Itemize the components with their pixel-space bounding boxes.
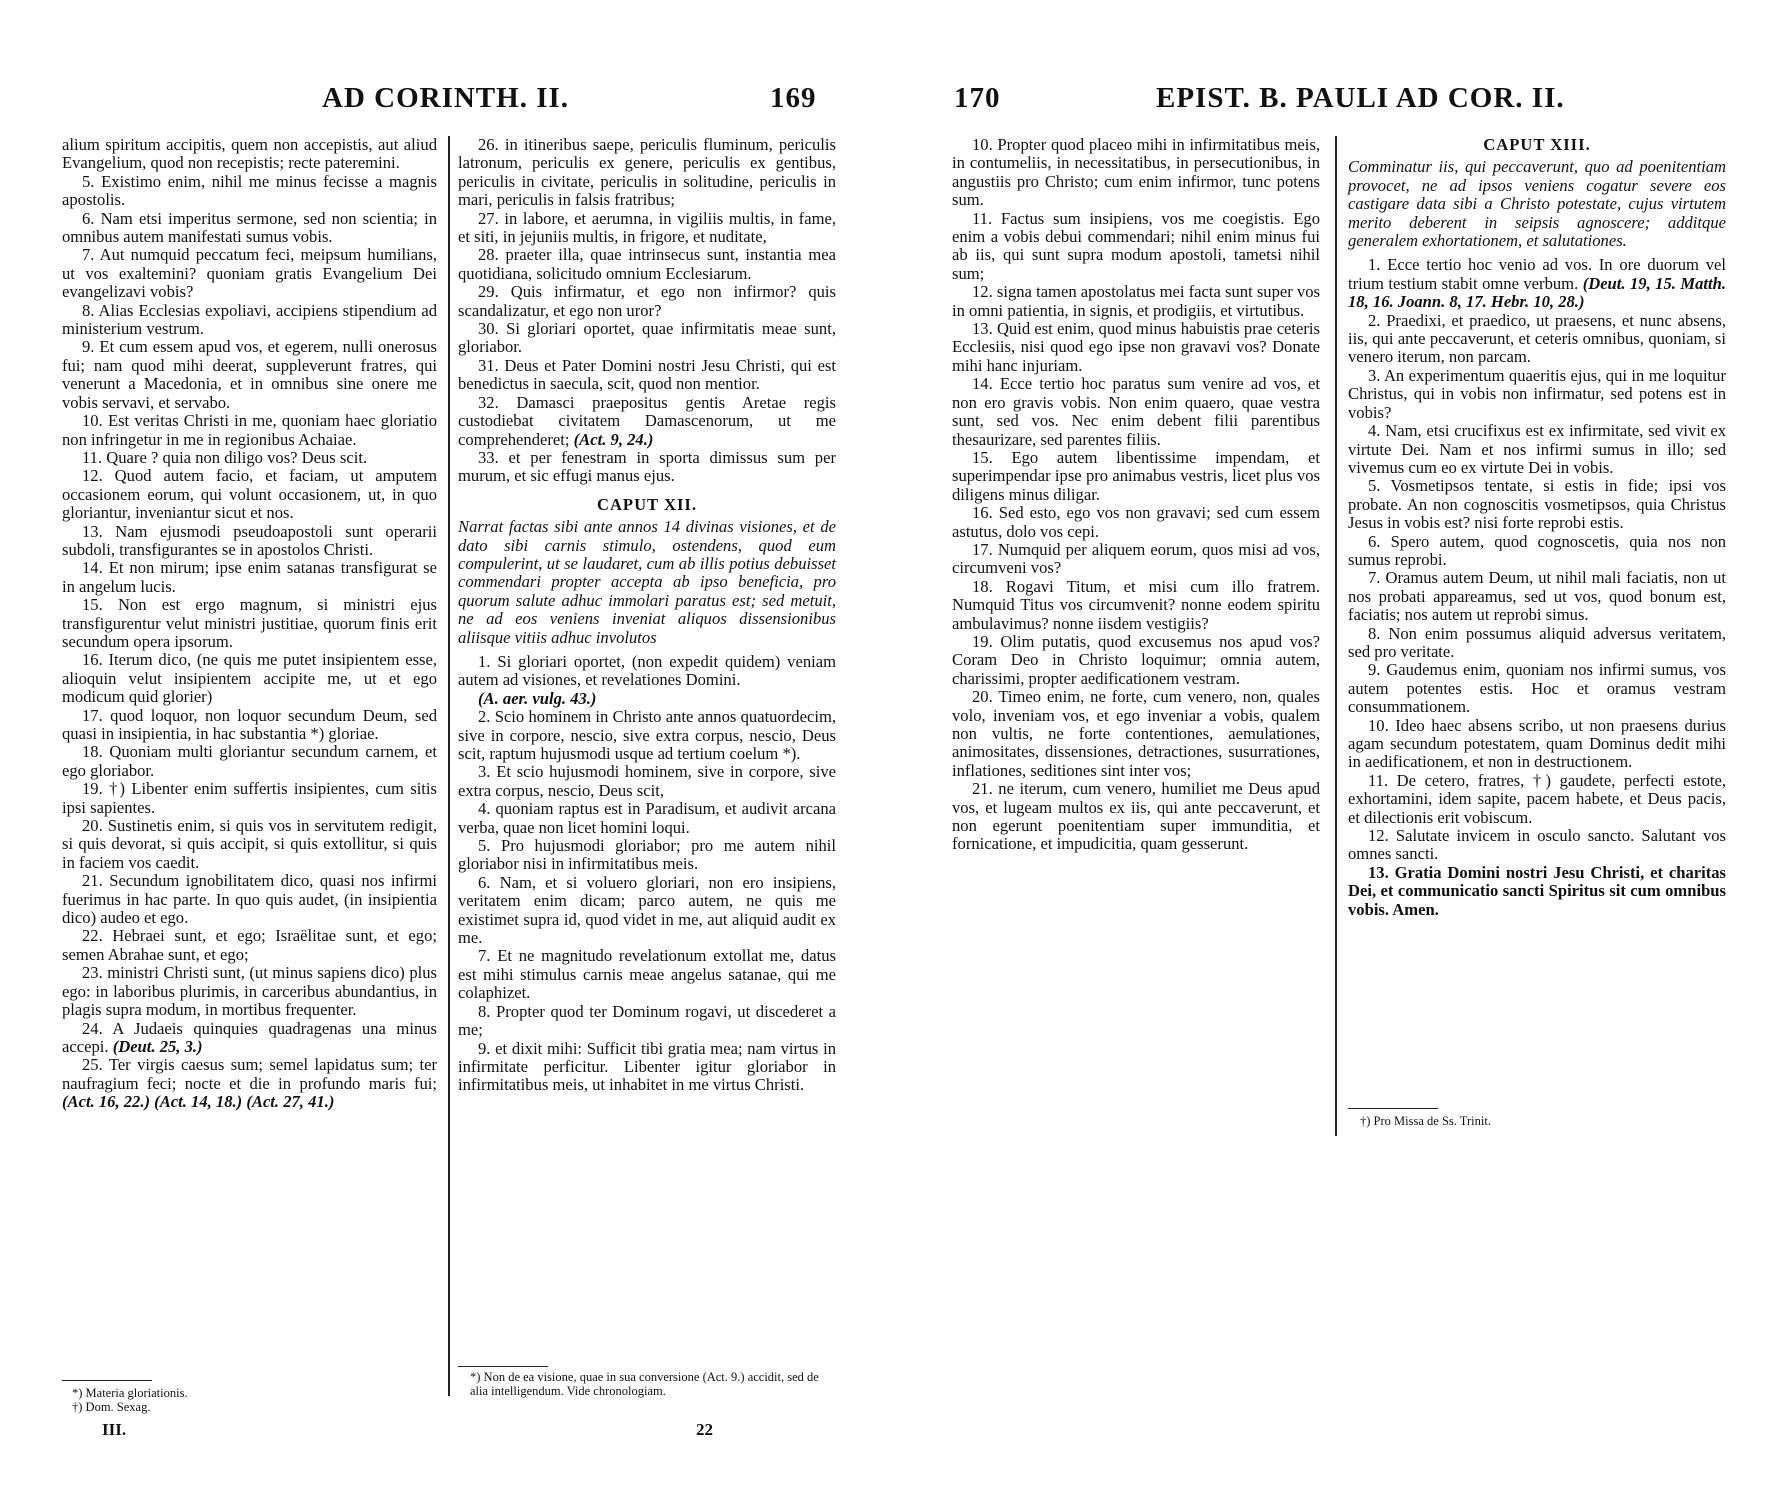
verse: [62, 1056, 437, 1111]
footnote: †) Dom. Sexag.: [72, 1400, 151, 1414]
right-running-head: EPIST. B. PAULI AD COR. II.: [1156, 82, 1565, 114]
scripture-reference: (Deut. 19, 15. Matth. 18, 16. Joann. 8, 17. Hebr. 10, 28.): [1348, 273, 1727, 312]
verse: 11. Factus sum insipiens, vos me coegistis. Ego enim a vobis debui commendari; nihil enim minus fui ab iis, qui sunt supra modum apostoli, tametsi nihil sum;: [952, 208, 1320, 283]
verse: [62, 1020, 437, 1057]
verse-text: 32. Damasci praepositus gentis Aretae regis custodiebat civitatem Damascenorum, ut me comprehenderet;: [458, 392, 836, 449]
verse: [1348, 256, 1726, 311]
verse: 3. An experimentum quaeritis ejus, qui in me loquitur Christus, qui in vobis non infirmatur, sed potens est in vobis?: [1348, 365, 1726, 422]
verse: alium spiritum accipitis, quem non accepistis, aut aliud Evangelium, quod non recepistis; recte pateremini.: [62, 135, 437, 173]
footnote-rule: [458, 1366, 548, 1367]
verse: 20. Sustinetis enim, si quis vos in servitutem redigit, si quis devorat, si quis accipit, si quis extollitur, si quis in faciem vos caedit.: [62, 816, 437, 872]
verse: 8. Propter quod ter Dominum rogavi, ut discederet a me;: [458, 1001, 836, 1040]
scripture-reference: (Deut. 25, 3.): [112, 1036, 203, 1056]
left-column-2: [458, 136, 836, 1095]
verse: 21. Secundum ignobilitatem dico, quasi nos infirmi fuerimus in hac parte. In quo quis audet, (in insipientia dico) audeo et ego.: [62, 871, 437, 928]
column-rule: [1335, 136, 1337, 1136]
verse: 31. Deus et Pater Domini nostri Jesu Christi, qui est benedictus in saecula, scit, quod non mentior.: [458, 355, 836, 394]
verse: 6. Nam etsi imperitus sermone, sed non scientia; in omnibus autem manifestati sumus vobis.: [62, 208, 437, 247]
left-running-head: AD CORINTH. II.: [322, 82, 570, 114]
footnote: †) Pro Missa de Ss. Trinit.: [1360, 1114, 1491, 1128]
scripture-reference: (Act. 16, 22.) (Act. 14, 18.) (Act. 27, 41.): [62, 1092, 335, 1112]
verse: 23. ministri Christi sunt, (ut minus sapiens dico) plus ego: in laboribus plurimis, in carceribus abundantius, in plagis supra modum, in mortibus frequenter.: [62, 963, 437, 1020]
verse: 2. Scio hominem in Christo ante annos quatuordecim, sive in corpore, nescio, sive extra corpus, nescio, Deus scit, raptum hujusmodi usque ad tertium coelum *).: [458, 707, 836, 763]
verse: 4. Nam, etsi crucifixus est ex infirmitate, sed vivit ex virtute Dei. Nam et nos infirmi sumus in illo; sed vivemus cum eo ex virtute Dei in vobis.: [1348, 421, 1726, 477]
verse: 11. De cetero, fratres, †) gaudete, perfecti estote, exhortamini, idem sapite, pacem habete, et Deus pacis, et dilectionis erit vobiscum.: [1348, 770, 1726, 827]
verse: 13. Quid est enim, quod minus habuistis prae ceteris Ecclesiis, nisi quod ego ipse non gravavi vos? Donate mihi hanc injuriam.: [952, 319, 1320, 375]
verse: 18. Quoniam multi gloriantur secundum carnem, et ego gloriabor.: [62, 742, 437, 780]
verse: 17. Numquid per aliquem eorum, quos misi ad vos, circumveni vos?: [952, 539, 1320, 578]
verse: 30. Si gloriari oportet, quae infirmitatis meae sunt, gloriabor.: [458, 319, 836, 357]
verse-text: 25. Ter virgis caesus sum; semel lapidatus sum; ter naufragium feci; nocte et die in profundo maris fui;: [62, 1055, 437, 1093]
right-column-2: [1348, 136, 1726, 919]
verse: 7. Aut numquid peccatum feci, meipsum humilians, ut vos exaltemini? quoniam gratis Evangelium Dei evangelizavi vobis?: [62, 245, 437, 302]
chapter-heading: CAPUT XII.: [596, 494, 698, 514]
verse: 2. Praedixi, et praedico, ut praesens, et nunc absens, iis, qui ante peccaverunt, et ceteris omnibus, quoniam, si venero iterum, non parcam.: [1348, 310, 1726, 367]
right-page-number: 170: [954, 82, 1001, 114]
verse: 1. Si gloriari oportet, (non expedit quidem) veniam autem ad visiones, et revelationes Domini.: [458, 651, 836, 690]
footnote-rule: [62, 1380, 152, 1381]
verse: 22. Hebraei sunt, et ego; Israëlitae sunt, et ego; semen Abrahae sunt, et ego;: [62, 926, 437, 964]
column-rule: [448, 136, 450, 1396]
verse: 21. ne iterum, cum venero, humiliet me Deus apud vos, et lugeam multos ex iis, qui ante peccaverunt, et non egerunt poenitentiam super immunditia, et fornicatione, et impudicitia, quam gesserunt.: [952, 779, 1320, 854]
verse: 14. Et non mirum; ipse enim satanas transfigurat se in angelum lucis.: [62, 558, 437, 596]
verse: 10. Propter quod placeo mihi in infirmitatibus meis, in contumeliis, in necessitatibus, in persecutionibus, in angustiis pro Christo; cum enim infirmor, tunc potens sum.: [952, 135, 1320, 210]
verse: 12. Salutate invicem in osculo sancto. Salutant vos omnes sancti.: [1348, 826, 1726, 864]
verse-text: 1. Ecce tertio hoc venio ad vos. In ore duorum vel trium testium stabit omne verbum.: [1348, 255, 1726, 293]
verse: 17. quod loquor, non loquor secundum Deum, sed quasi in insipientia, in hac substantia *) gloriae.: [62, 705, 437, 743]
chapter-summary: Comminatur iis, qui peccaverunt, quo ad poenitentiam provocet, ne ad ipsos veniens cogatur severe eos castigare data sibi a Christo potestate, cujus virtutem merito deberent in seipsis agnoscere; additque generalem exhortationem, et salutationes.: [1348, 157, 1726, 251]
verse: 9. et dixit mihi: Sufficit tibi gratia mea; nam virtus in infirmitate perficitur. Libenter igitur gloriabor in infirmitatibus meis, ut inhabitet in me virtus Christi.: [458, 1038, 836, 1095]
right-page: [920, 0, 1780, 1500]
verse: 19. †) Libenter enim suffertis insipientes, cum sitis ipsi sapientes.: [62, 779, 437, 817]
verse: 28. praeter illa, quae intrinsecus sunt, instantia mea quotidiana, solicitudo omnium Ecclesiarum.: [458, 245, 836, 283]
verse: [458, 394, 836, 449]
chapter-summary: Narrat factas sibi ante annos 14 divinas visiones, et de dato sibi carnis stimulo, ostendens, quod eum compulerint, ut se laudaret, cum ab illis potius debuisset commendari propter accepta ab ipso beneficia, pro quorum salute adhuc immolari paratus est; sed metuit, ne ad eos veniens inveniat aliquos dissensionibus aliisque vitiis adhuc involutos: [458, 517, 836, 647]
verse: 9. Et cum essem apud vos, et egerem, nulli onerosus fui; nam quod mihi deerat, suppleverunt fratres, qui venerunt a Macedonia, et in omnibus sine onere me vobis servavi, et servabo.: [62, 337, 437, 412]
verse: 9. Gaudemus enim, quoniam nos infirmi sumus, vos autem potentes estis. Hoc et oramus vestram consummationem.: [1348, 660, 1726, 717]
verse: 5. Existimo enim, nihil me minus fecisse a magnis apostolis.: [62, 171, 437, 210]
verse: 8. Non enim possumus aliquid adversus veritatem, sed pro veritate.: [1348, 623, 1726, 661]
verse: 11. Quare ? quia non diligo vos? Deus scit.: [82, 447, 368, 467]
verse: 15. Ego autem libentissime impendam, et superimpendar ipse pro animabus vestris, licet plus vos diligens minus diligar.: [952, 447, 1320, 504]
signature-number: 22: [696, 1420, 713, 1439]
left-page: [0, 0, 880, 1500]
scripture-reference: (Act. 9, 24.): [573, 429, 654, 449]
verse: 16. Iterum dico, (ne quis me putet insipientem esse, alioquin velut insipientem accipite me, ut et ego modicum quid glorier): [62, 650, 437, 707]
verse: 33. et per fenestram in sporta dimissus sum per murum, et sic effugi manus ejus.: [458, 447, 836, 486]
scripture-reference: (A. aer. vulg. 43.): [478, 688, 597, 708]
verse: 5. Pro hujusmodi gloriabor; pro me autem nihil gloriabor nisi in infirmitatibus meis.: [458, 836, 836, 874]
verse: 8. Alias Ecclesias expoliavi, accipiens stipendium ad ministerium vestrum.: [62, 300, 437, 339]
right-column-1: [952, 136, 1320, 854]
verse: 20. Timeo enim, ne forte, cum venero, non, quales volo, inveniam vos, et ego inveniar a vobis, qualem non vultis, ne forte contentiones, aemulationes, animositates, dissensiones, detractiones, susurrationes, inflationes, seditiones sint inter vos;: [952, 687, 1320, 780]
verse: 19. Olim putatis, quod excusemus nos apud vos? Coram Deo in Christo loquimur; omnia autem, charissimi, propter aedificationem vestram.: [952, 631, 1320, 688]
verse: 10. Ideo haec absens scribo, ut non praesens durius agam secundum potestatem, quam Dominus dedit mihi in aedificationem, et non in destructionem.: [1348, 715, 1726, 772]
verse: 4. quoniam raptus est in Paradisum, et audivit arcana verba, quae non licet homini loqui.: [458, 799, 836, 837]
verse: 7. Oramus autem Deum, ut nihil mali faciatis, non ut nos probati appareamus, sed ut vos, quod bonum est, faciatis; nos autem ut reprobi simus.: [1348, 568, 1726, 625]
verse-text: 24. A Judaeis quinquies quadragenas una minus accepi.: [62, 1018, 437, 1056]
verse: 27. in labore, et aerumna, in vigiliis multis, in fame, et siti, in jejuniis multis, in frigore, et nuditate,: [458, 208, 836, 247]
verse: 3. Et scio hujusmodi hominem, sive in corpore, sive extra corpus, nescio, Deus scit,: [458, 762, 836, 800]
left-page-number: 169: [770, 82, 817, 114]
left-footnotes: [72, 1386, 432, 1414]
verse: 26. in itineribus saepe, periculis fluminum, periculis latronum, periculis ex genere, periculis ex gentibus, periculis in civitate, periculis in solitudine, periculis in mari, periculis in falsis fratribus;: [458, 135, 836, 210]
verse: 13. Gratia Domini nostri Jesu Christi, et charitas Dei, et communicatio sancti Spiritus sit cum omnibus vobis. Amen.: [1348, 862, 1726, 919]
verse: 7. Et ne magnitudo revelationum extollat me, datus est mihi stimulus carnis meae angelus satanae, qui me colaphizet.: [458, 946, 836, 1003]
verse: 6. Spero autem, quod cognoscetis, quia nos non sumus reprobi.: [1348, 531, 1726, 569]
verse: 12. signa tamen apostolatus mei facta sunt super vos in omni patientia, in signis, et prodigiis, et virtutibus.: [952, 282, 1320, 320]
chapter-heading: CAPUT XIII.: [1483, 135, 1591, 154]
verse: 18. Rogavi Titum, et misi cum illo fratrem. Numquid Titus vos circumvenit? nonne eodem spiritu ambulavimus? nonne iisdem vestigiis?: [952, 576, 1320, 633]
verse: 5. Vosmetipsos tentate, si estis in fide; ipsi vos probate. An non cognoscitis vosmetipsos, quia Christus Jesus in vobis est? nisi forte reprobi estis.: [1348, 476, 1726, 533]
gathering-signature: III.: [102, 1420, 127, 1439]
verse: 13. Nam ejusmodi pseudoapostoli sunt operarii subdoli, transfigurantes se in apostolos Christi.: [62, 521, 437, 559]
verse: 15. Non est ergo magnum, si ministri ejus transfigurentur velut ministri justitiae, quorum finis erit secundum opera ipsorum.: [62, 595, 437, 651]
footnote-rule: [1348, 1108, 1438, 1109]
verse: 6. Nam, et si voluero gloriari, non ero insipiens, veritatem enim dicam; parco autem, ne quis me existimet supra id, quod videt in me, aut aliquid audit ex me.: [458, 872, 836, 948]
footnote: *) Materia gloriationis.: [72, 1386, 188, 1400]
footnote: *) Non de ea visione, quae in sua conversione (Act. 9.) accidit, sed de alia intelligendum. Vide chronologiam.: [470, 1370, 819, 1398]
verse: 12. Quod autem facio, et faciam, ut amputem occasionem eorum, qui volunt occasionem, ut, in quo gloriantur, inveniantur sicut et nos.: [62, 466, 437, 523]
verse: 14. Ecce tertio hoc paratus sum venire ad vos, et non ero gravis vobis. Non enim quaero, quae vestra sunt, sed vos. Nec enim debent filii parentibus thesaurizare, sed parentes filiis.: [952, 374, 1320, 449]
right-footnote: [1360, 1114, 1720, 1128]
verse: 10. Est veritas Christi in me, quoniam haec gloriatio non infringetur in me in regionibus Achaiae.: [62, 411, 437, 449]
left-column-1: [62, 136, 437, 1112]
left-col2-footnote: [470, 1370, 836, 1398]
verse: 29. Quis infirmatur, et ego non infirmor? quis scandalizatur, et ego non uror?: [458, 282, 836, 320]
verse: 16. Sed esto, ego vos non gravavi; sed cum essem astutus, dolo vos cepi.: [952, 503, 1320, 541]
